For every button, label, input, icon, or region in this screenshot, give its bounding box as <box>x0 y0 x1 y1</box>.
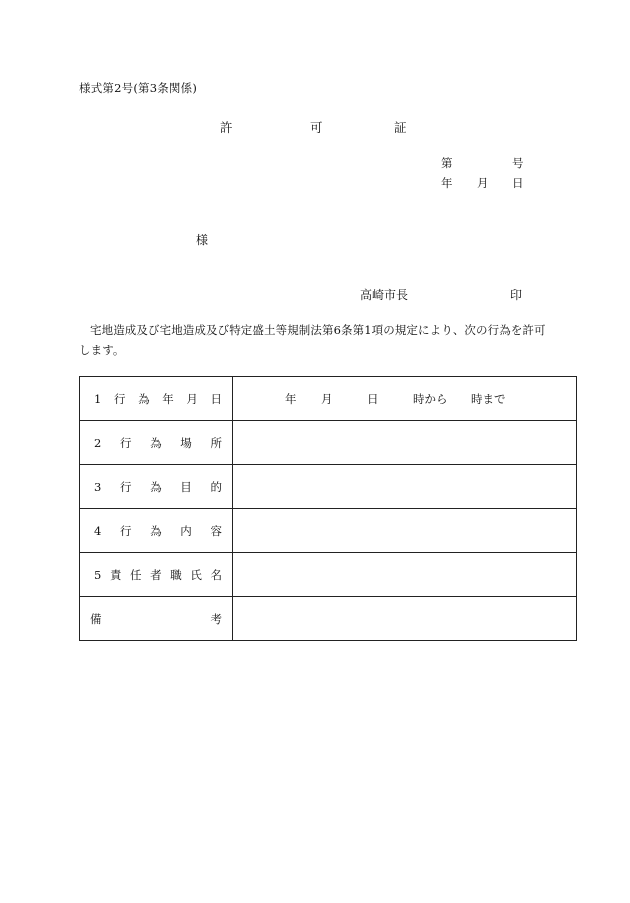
title-char-ka: 可 <box>310 120 323 135</box>
row-label-char: 内 <box>180 523 192 538</box>
row-label-char: 備 <box>90 611 102 626</box>
row-label-char: 行 <box>113 391 126 406</box>
table-row <box>80 509 577 553</box>
row-label-char: 為 <box>138 391 150 406</box>
row-label-char: 4 <box>94 523 102 538</box>
row-label-char: 行 <box>119 479 132 494</box>
content-value-cell <box>233 509 577 553</box>
row-label-char: 所 <box>210 435 222 450</box>
location-value-cell <box>233 421 577 465</box>
date-value-month: 月 <box>321 391 333 406</box>
issuer-title: 高崎市長 <box>360 288 409 302</box>
date-value-cell <box>233 377 577 421</box>
row-label-char: 職 <box>170 567 182 582</box>
row-label-char: 2 <box>94 435 102 450</box>
row-label-char: 月 <box>186 391 198 406</box>
row-label-cell <box>80 421 233 465</box>
date-value-day: 日 <box>367 391 379 406</box>
table-row <box>80 597 577 641</box>
row-label-char: 場 <box>180 435 192 450</box>
title-char-sho: 証 <box>394 120 407 135</box>
row-label-char: 3 <box>94 479 102 494</box>
date-value-from: 時から <box>413 391 448 406</box>
issue-number-dai: 第 <box>441 156 453 170</box>
row-label-cell <box>80 465 233 509</box>
responsible-person-value-cell <box>233 553 577 597</box>
row-label-char: 為 <box>150 479 162 494</box>
row-label-cell <box>80 597 233 641</box>
row-label-char: 日 <box>210 391 222 406</box>
row-label-char: 的 <box>210 479 222 494</box>
issue-date-day: 日 <box>512 176 524 190</box>
issue-date-year: 年 <box>441 176 453 190</box>
row-label-char: 1 <box>94 391 102 406</box>
date-value-year: 年 <box>285 391 297 406</box>
row-label-char: 5 <box>94 567 102 582</box>
row-label-cell <box>80 553 233 597</box>
issue-number-go: 号 <box>512 156 524 170</box>
row-label-char: 容 <box>210 523 222 538</box>
row-label-cell <box>80 377 233 421</box>
purpose-value-cell <box>233 465 577 509</box>
issue-date-month: 月 <box>477 176 489 190</box>
row-label-char: 行 <box>119 435 132 450</box>
row-label-char: 者 <box>150 567 162 582</box>
form-number: 様式第2号(第3条関係) <box>79 81 198 95</box>
row-label-char: 責 <box>109 567 122 582</box>
row-label-char: 名 <box>210 567 222 582</box>
row-label-cell <box>80 509 233 553</box>
table-row <box>80 553 577 597</box>
row-label-char: 任 <box>130 567 142 582</box>
row-label-char: 目 <box>180 479 192 494</box>
row-label-char: 為 <box>150 523 162 538</box>
body-text: 宅地造成及び宅地造成及び特定盛土等規制法第6条第1項の規定により、次の行為を許可します。 <box>79 323 546 357</box>
remarks-value-cell <box>233 597 577 641</box>
issuer-seal: 印 <box>510 288 523 302</box>
row-label-char: 年 <box>162 391 174 406</box>
row-label-char: 行 <box>119 523 132 538</box>
title-char-kyo: 許 <box>220 120 233 135</box>
table-row <box>80 377 577 421</box>
recipient-suffix: 様 <box>196 233 209 247</box>
permit-details-table <box>79 376 577 641</box>
table-row <box>80 465 577 509</box>
row-label-char: 為 <box>150 435 162 450</box>
row-label-char: 氏 <box>190 567 202 582</box>
row-label-char: 考 <box>210 611 222 626</box>
date-value-to: 時まで <box>471 391 506 406</box>
table-row <box>80 421 577 465</box>
